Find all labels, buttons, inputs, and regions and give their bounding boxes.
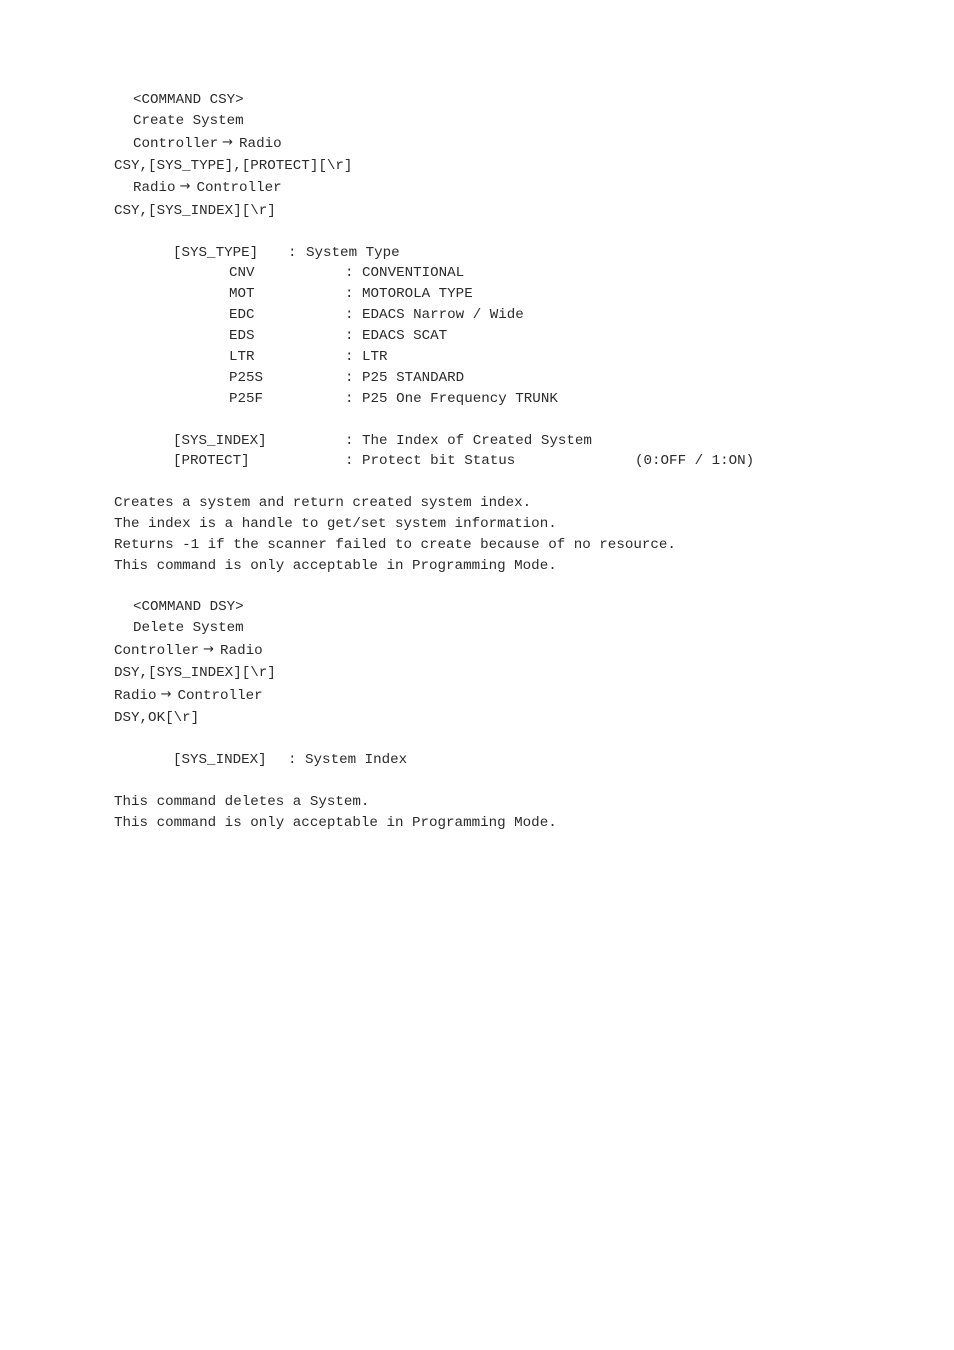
type-desc: : MOTOROLA TYPE	[345, 286, 473, 302]
type-code: MOT	[229, 286, 255, 302]
csy-direction-controller-to-radio	[133, 135, 282, 153]
note-line: Creates a system and return created system index.	[114, 495, 532, 511]
param-protect-name: [PROTECT]	[173, 453, 250, 469]
csy-controller-command: CSY,[SYS_TYPE],[PROTECT][\r]	[114, 158, 353, 174]
direction-from: Controller	[114, 643, 200, 659]
type-desc: : LTR	[345, 349, 388, 365]
type-code: CNV	[229, 265, 255, 281]
dsy-command-header: <COMMAND DSY>	[133, 599, 244, 615]
csy-command-header: <COMMAND CSY>	[133, 92, 244, 108]
csy-direction-radio-to-controller	[133, 179, 282, 197]
right-arrow-icon: →	[222, 135, 234, 150]
right-arrow-icon: →	[179, 179, 191, 194]
type-code: EDC	[229, 307, 255, 323]
param-protect-desc: : Protect bit Status	[345, 453, 516, 469]
type-desc: : P25 STANDARD	[345, 370, 465, 386]
direction-to: Radio	[220, 643, 263, 659]
csy-radio-response: CSY,[SYS_INDEX][\r]	[114, 203, 276, 219]
direction-from: Controller	[133, 136, 219, 152]
right-arrow-icon: →	[160, 687, 172, 702]
dsy-controller-command: DSY,[SYS_INDEX][\r]	[114, 665, 276, 681]
type-desc: : EDACS SCAT	[345, 328, 448, 344]
direction-to: Controller	[196, 180, 282, 196]
note-line: This command is only acceptable in Programming Mode.	[114, 558, 557, 574]
type-desc: : P25 One Frequency TRUNK	[345, 391, 558, 407]
type-code: P25F	[229, 391, 264, 407]
direction-from: Radio	[114, 688, 157, 704]
param-sys-type-name: [SYS_TYPE]	[173, 245, 259, 261]
dsy-param-sys-index-name: [SYS_INDEX]	[173, 752, 267, 768]
param-protect-values: (0:OFF / 1:ON)	[635, 453, 755, 469]
direction-from: Radio	[133, 180, 176, 196]
note-line: This command deletes a System.	[114, 794, 370, 810]
note-line: Returns -1 if the scanner failed to create because of no resource.	[114, 537, 676, 553]
type-code: P25S	[229, 370, 264, 386]
right-arrow-icon: →	[203, 642, 215, 657]
param-sys-index-desc: : The Index of Created System	[345, 433, 592, 449]
dsy-param-sys-index-desc: : System Index	[288, 752, 408, 768]
note-line: This command is only acceptable in Programming Mode.	[114, 815, 557, 831]
dsy-direction-radio-to-controller	[114, 687, 263, 705]
dsy-direction-controller-to-radio	[114, 642, 263, 660]
dsy-title: Delete System	[133, 620, 244, 636]
csy-title: Create System	[133, 113, 244, 129]
dsy-radio-response: DSY,OK[\r]	[114, 710, 200, 726]
param-sys-type-desc: System Type	[306, 245, 400, 261]
direction-to: Radio	[239, 136, 282, 152]
note-line: The index is a handle to get/set system information.	[114, 516, 557, 532]
param-sys-type-sep: :	[288, 245, 297, 261]
param-sys-index-name: [SYS_INDEX]	[173, 433, 267, 449]
type-code: LTR	[229, 349, 255, 365]
direction-to: Controller	[177, 688, 263, 704]
type-desc: : CONVENTIONAL	[345, 265, 465, 281]
type-code: EDS	[229, 328, 255, 344]
type-desc: : EDACS Narrow / Wide	[345, 307, 524, 323]
